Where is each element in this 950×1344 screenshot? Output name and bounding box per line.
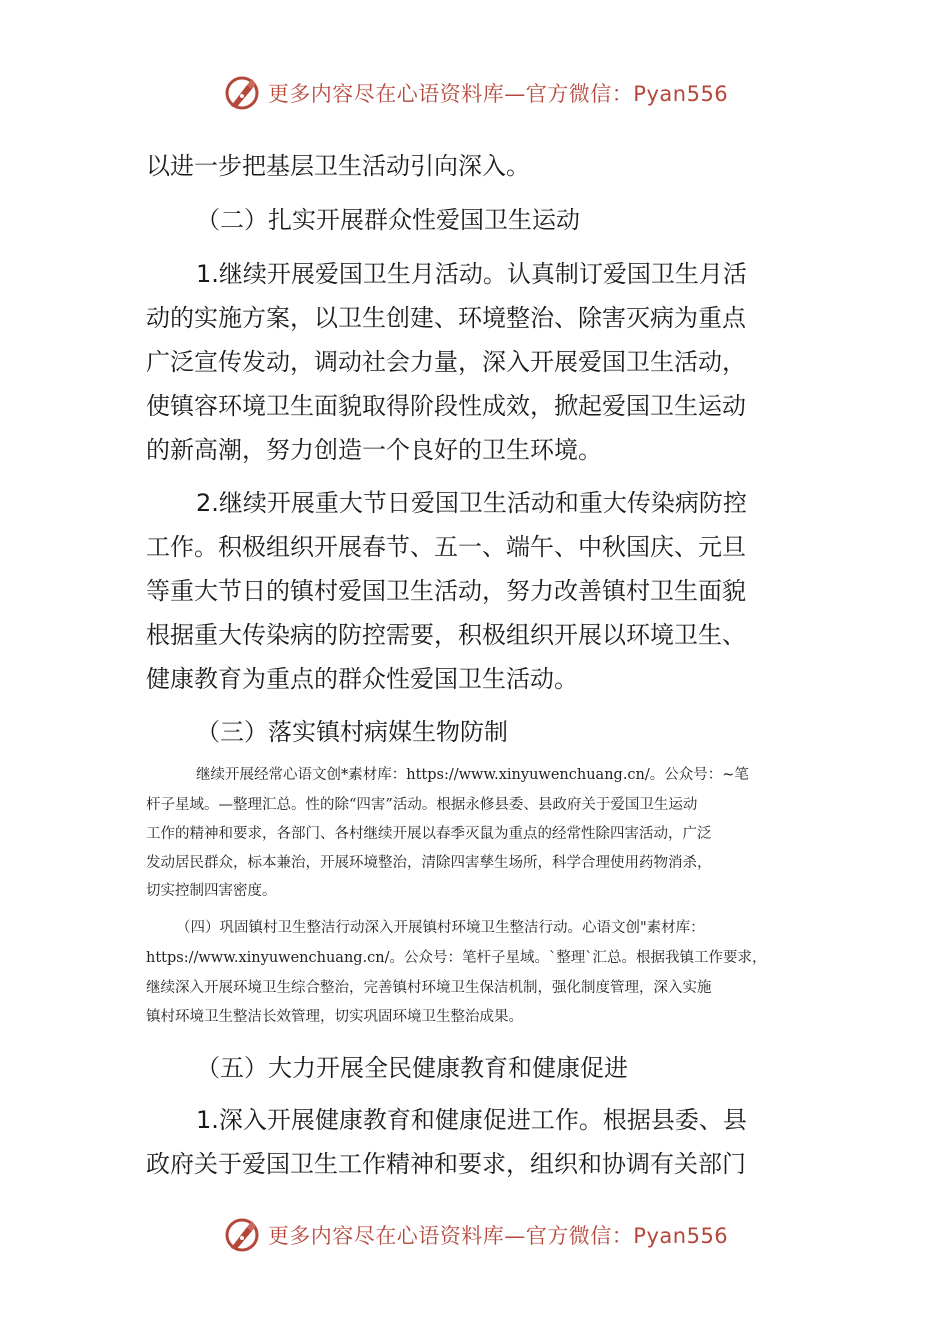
paragraph-line: 根据重大传染病的防控需要，积极组织开展以环境卫生、 — [146, 621, 746, 649]
pen-nib-logo-icon — [222, 73, 262, 113]
paragraph-line: 等重大节日的镇村爱国卫生活动，努力改善镇村卫生面貌 — [146, 577, 746, 605]
small-text-line: 镇村环境卫生整洁长效管理，切实巩固环境卫生整治成果。 — [146, 1009, 523, 1025]
paragraph-line: 动的实施方案，以卫生创建、环境整治、除害灭病为重点 — [146, 304, 746, 332]
banner-text: 更多内容尽在心语资料库—官方微信：Pyan556 — [267, 82, 729, 106]
paragraph-line: 政府关于爱国卫生工作精神和要求，组织和协调有关部门 — [146, 1150, 746, 1178]
paragraph-line: 的新高潮，努力创造一个良好的卫生环境。 — [146, 436, 602, 464]
small-text-line: https://www.xinyuwenchuang.cn/。公众号：笔杆子星域。`整理`汇总。根据我镇工作要求， — [146, 950, 767, 966]
paragraph-line: 工作。积极组织开展春节、五一、端午、中秋国庆、元旦 — [146, 533, 746, 561]
banner-text: 更多内容尽在心语资料库—官方微信：Pyan556 — [267, 1224, 729, 1248]
footer-banner — [0, 1212, 950, 1258]
small-text-line: 继续开展经常心语文创*素材库：https://www.xinyuwenchuang.cn/。公众号：~笔 — [196, 767, 749, 783]
small-text-line: 工作的精神和要求，各部门、各村继续开展以春季灭鼠为重点的经常性除四害活动，广泛 — [146, 826, 712, 842]
section-heading-2: （二）扎实开展群众性爱国卫生运动 — [196, 206, 580, 234]
section-heading-5: （五）大力开展全民健康教育和健康促进 — [196, 1054, 628, 1082]
paragraph-line: 使镇容环境卫生面貌取得阶段性成效，掀起爱国卫生运动 — [146, 392, 746, 420]
small-text-line: 切实控制四害密度。 — [146, 883, 277, 899]
header-banner — [0, 70, 950, 116]
paragraph-line: 广泛宣传发动，调动社会力量，深入开展爱国卫生活动， — [146, 348, 746, 376]
small-text-line: 杆子星域。—整理汇总。性的除“四害”活动。根据永修县委、县政府关于爱国卫生运动 — [146, 797, 698, 813]
paragraph-line: 2.继续开展重大节日爱国卫生活动和重大传染病防控 — [196, 489, 747, 517]
small-text-line: （四）巩固镇村卫生整洁行动深入开展镇村环境卫生整洁行动。心语文创"素材库： — [176, 920, 705, 936]
pen-nib-logo-icon — [222, 1215, 262, 1255]
text-line: 以进一步把基层卫生活动引向深入。 — [146, 152, 530, 180]
small-text-line: 继续深入开展环境卫生综合整治，完善镇村环境卫生保洁机制，强化制度管理，深入实施 — [146, 980, 712, 996]
section-heading-3: （三）落实镇村病媒生物防制 — [196, 718, 508, 746]
paragraph-line: 健康教育为重点的群众性爱国卫生活动。 — [146, 665, 578, 693]
small-text-line: 发动居民群众，标本兼治，开展环境整治，清除四害孳生场所，科学合理使用药物消杀， — [146, 855, 712, 871]
paragraph-line: 1.继续开展爱国卫生月活动。认真制订爱国卫生月活 — [196, 260, 747, 288]
paragraph-line: 1.深入开展健康教育和健康促进工作。根据县委、县 — [196, 1106, 747, 1134]
